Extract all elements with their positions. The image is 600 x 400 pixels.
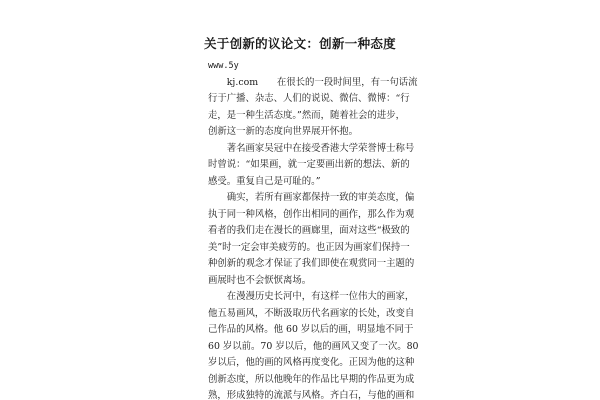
text-line: 种创新的观念才保证了我们即使在观赏同一主题的 (208, 258, 415, 269)
text-line: 创新态度，所以他晚年的作品比早期的作品更为成 (208, 373, 415, 385)
text-line: 看者的我们走在漫长的画廊里，面对这些“极致的 (208, 225, 410, 236)
text-line: 时曾说：“如果画，就一定要画出新的想法、新的 (208, 159, 410, 170)
text-line: 感受。重复自己是可耻的。” (208, 175, 321, 187)
text-line: 在漫漫历史长河中，有这样一位伟大的画家， (208, 291, 415, 302)
text-line: 画展时也不会恹恹离场。 (208, 274, 312, 286)
text-line: 创新这一新的态度向世界展开怀抱。 (208, 126, 359, 137)
text-line: 熟，形成独特的流派与风格。齐白石，与他的画和 (208, 390, 415, 400)
text-line: 60 岁以前。70 岁以后，他的画风又变了一次。80 (208, 340, 419, 352)
text-line: 他五易画风，不断汲取历代名画家的长处，改变自 (208, 307, 415, 319)
text-line: kj.com 在很长的一段时间里，有一句话流 (208, 76, 418, 88)
text-line: 美”时一定会审美疲劳的。也正因为画家们保持一 (208, 241, 410, 253)
text-line: 己作品的风格。他 60 岁以后的画，明显地不同于 (208, 324, 414, 335)
document-body (208, 58, 419, 400)
text-line: www.5y (208, 61, 239, 71)
text-line: 走，是一种生活态度。”然而，随着社会的进步， (208, 109, 405, 121)
text-line: 行于广播、杂志、人们的说说、微信、微博：“行 (208, 93, 410, 104)
text-line: 确实，若所有画家都保持一致的审美态度，偏 (208, 192, 415, 203)
text-line: 著名画家吴冠中在接受香港大学荣誉博士称号 (208, 142, 415, 154)
document-title: 关于创新的议论文：创新一种态度 (203, 36, 396, 51)
text-line: 执于同一种风格，创作出相同的画作，那么作为观 (208, 208, 415, 220)
text-line: 岁以后，他的画的风格再度变化。正因为他的这种 (208, 357, 415, 368)
